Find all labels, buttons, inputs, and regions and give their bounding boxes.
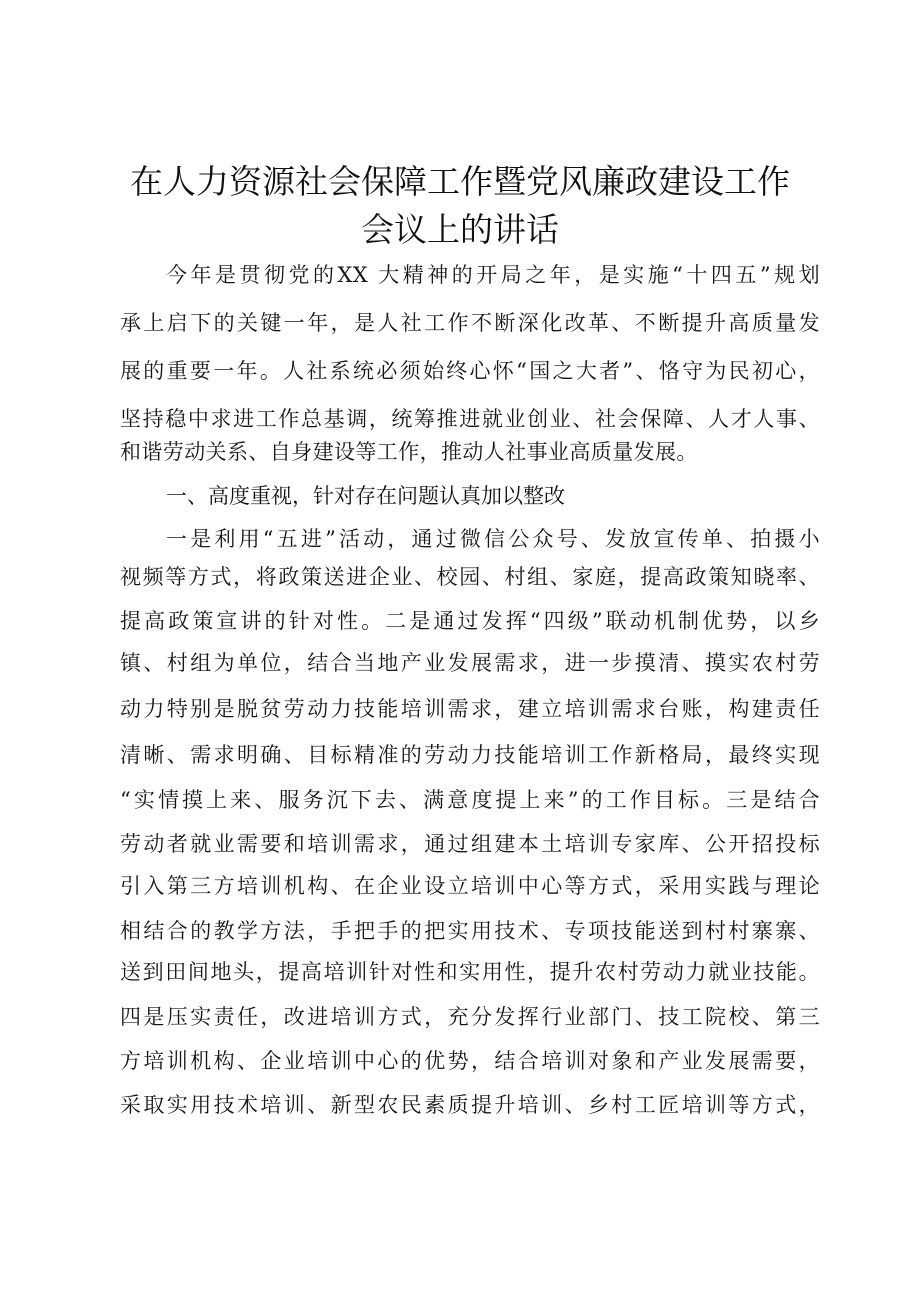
body-line: 劳动者就业需要和培训需求，通过组建本土培训专家库、公开招投标 (120, 832, 820, 856)
body-line: 方培训机构、企业培训中心的优势，结合培训对象和产业发展需要， (120, 1049, 820, 1073)
body-line: 提高政策宣讲的针对性。二是通过发挥“四级”联动机制优势，以乡 (120, 609, 820, 633)
document-title-line-2: 会议上的讲话 (361, 210, 559, 249)
intro-line: 今年是贯彻党的XX 大精神的开局之年，是实施“十四五”规划 (166, 263, 820, 287)
section-heading: 一、高度重视，针对存在问题认真加以整改 (166, 484, 565, 508)
intro-line: 坚持稳中求进工作总基调，统筹推进就业创业、社会保障、人才人事、 (120, 407, 820, 431)
intro-line: 和谐劳动关系、自身建设等工作，推动人社事业高质量发展。 (120, 440, 698, 464)
body-line: 引入第三方培训机构、在企业设立培训中心等方式，采用实践与理论 (120, 874, 820, 898)
body-line: 动力特别是脱贫劳动力技能培训需求，建立培训需求台账，构建责任 (120, 697, 820, 721)
body-line: 镇、村组为单位，结合当地产业发展需求，进一步摸清、摸实农村劳 (120, 651, 820, 675)
intro-line: 展的重要一年。人社系统必须始终心怀“国之大者”、恪守为民初心， (120, 359, 820, 383)
body-line: 采取实用技术培训、新型农民素质提升培训、乡村工匠培训等方式， (120, 1093, 820, 1117)
body-line: 送到田间地头，提高培训针对性和实用性，提升农村劳动力就业技能。 (120, 960, 820, 984)
intro-line: 承上启下的关键一年，是人社工作不断深化改革、不断提升高质量发 (120, 311, 820, 335)
body-line: “实情摸上来、服务沉下去、满意度提上来”的工作目标。三是结合 (120, 788, 820, 812)
body-line: 一是利用“五进”活动，通过微信公众号、发放宣传单、拍摄小 (166, 527, 820, 551)
body-line: 相结合的教学方法，手把手的把实用技术、专项技能送到村村寨寨、 (120, 919, 820, 943)
body-line: 清晰、需求明确、目标精准的劳动力技能培训工作新格局，最终实现 (120, 743, 820, 767)
document-title-line-1: 在人力资源社会保障工作暨党风廉政建设工作 (130, 162, 790, 201)
body-line: 视频等方式，将政策送进企业、校园、村组、家庭，提高政策知晓率、 (120, 565, 820, 589)
body-line: 四是压实责任，改进培训方式，充分发挥行业部门、技工院校、第三 (120, 1005, 820, 1029)
